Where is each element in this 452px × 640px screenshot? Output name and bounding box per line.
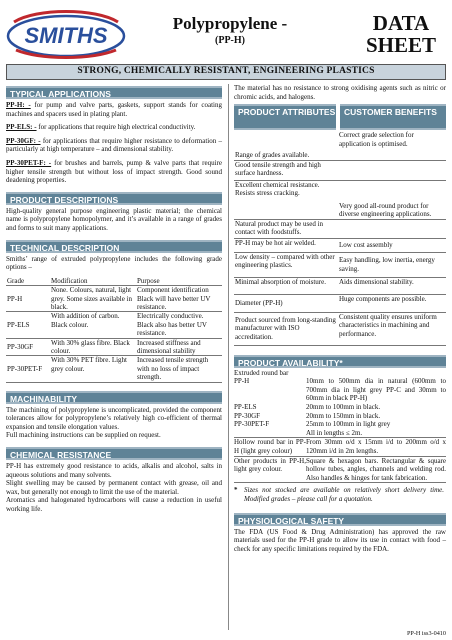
attributes-table: [234, 131, 446, 346]
table-row: [6, 356, 222, 382]
banner-text: STRONG, CHEMICALLY RESISTANT, ENGINEERING PLASTICS: [77, 66, 375, 77]
chemical-resistance-text: Aromatics and halogenated hydrocarbons will cause a reduction in useful working life.: [6, 496, 222, 513]
availability-range: All in lengths ≤ 2m.: [306, 428, 363, 437]
oxidising-note: The material has no resistance to strong oxidising agents such as nitric or chromic acids, and halogens.: [234, 84, 446, 101]
chemical-resistance-text: Slight swelling may be caused by permanent contact with grease, oil and wax, but generally not enough to limit the use of the material.: [6, 479, 222, 496]
table-row: [234, 219, 446, 238]
availability-grade: [234, 429, 306, 438]
machinability-note: Full machining instructions can be supplied on request.: [6, 431, 161, 440]
benefit-cell: Very good all-round product for diverse engineering applications.: [338, 180, 446, 219]
attribute-cell: Excellent chemical resistance. Resists stress cracking.: [234, 180, 338, 219]
grade-cell: PP-ELS: [6, 312, 50, 338]
hollow-bar-text: From 30mm o/d x 15mm i/d to 200mm o/d x 120mm i/d in 2m lengths.: [306, 438, 446, 456]
product-descriptions-text: High-quality general purpose engineering plastic material; the chemical name is polypropylene homopolymer, and it’s available in a range of grades and forms to suit many applications.: [6, 206, 222, 232]
table-row: [234, 131, 446, 160]
data-sheet-label: [356, 12, 446, 56]
footnote-star: *: [234, 486, 238, 495]
col-grade: Grade: [6, 277, 50, 286]
table-row: [6, 312, 222, 338]
left-column: [6, 86, 222, 514]
availability-footnote: [234, 486, 446, 503]
table-row: [234, 180, 446, 219]
footnote-text: Sizes not stocked are available on relatively short delivery time. Modified grades – please call for a quotation.: [244, 486, 444, 503]
benefit-cell: [338, 219, 446, 238]
benefit-cell: Aids dimensional stability.: [338, 277, 446, 294]
footer-code: PP-H iss3-0410: [406, 630, 446, 637]
customer-benefits-heading: CUSTOMER BENEFITS: [340, 104, 446, 130]
availability-range: 20mm to 100mm in black.: [306, 403, 381, 412]
attribute-cell: Minimal absorption of moisture.: [234, 277, 338, 294]
title-sub: (PP-H): [215, 35, 245, 46]
extruded-heading: Extruded round bar: [234, 368, 289, 377]
technical-description-heading: TECHNICAL DESCRIPTION: [6, 240, 222, 253]
modification-cell: With 30% glass fibre. Black colour.: [50, 338, 136, 356]
grade-cell: PP-H: [6, 286, 50, 312]
availability-row: [234, 377, 446, 403]
application-item: PP-H: - for pump and valve parts, gaskets, support stands for coating machines and spacers used in plating plant.: [6, 101, 222, 118]
data-sheet-line2: SHEET: [365, 33, 437, 57]
title-main: Polypropylene -: [172, 14, 288, 33]
other-products-text: Square & hexagon bars. Rectangular & square hollow tubes, angles, channels and welding rod. Also handles & hinges for tank fabrication.: [306, 456, 446, 482]
grade-table: [6, 277, 222, 383]
availability-grade: PP-30PET-F: [234, 420, 270, 429]
grade-table-header: [6, 277, 222, 286]
physiological-safety-heading: PHYSIOLOGICAL SAFETY: [234, 513, 446, 526]
benefit-cell: Easy handling, low inertia, energy saving.: [338, 252, 446, 277]
availability-grade: PP-30GF: [234, 411, 261, 420]
purpose-cell: Component identification Black will have better UV resistance.: [136, 286, 222, 312]
availability-row: [234, 420, 446, 429]
grade-cell: PP-30PET-F: [6, 356, 50, 382]
attribute-cell: Low density – compared with other engineering plastics.: [234, 252, 338, 277]
application-item: PP-30GF: - for applications that require higher resistance to deformation – particularly at high temperature – and dimensional stability.: [6, 136, 222, 154]
attribute-cell: Product sourced from long-standing manufacturer with ISO accreditation.: [234, 312, 338, 345]
modification-cell: None. Colours, natural, light grey. Some sizes available in black.: [50, 286, 136, 312]
benefit-cell: Low cost assembly: [338, 238, 446, 252]
product-attributes-heading: PRODUCT ATTRIBUTES: [234, 104, 336, 130]
availability-row: [234, 403, 446, 412]
right-column: [234, 84, 446, 553]
typical-applications-heading: TYPICAL APPLICATIONS: [6, 86, 222, 99]
logo-text: SMITHS: [24, 23, 108, 48]
other-products-label: Other products in PP-H, light grey colour.: [234, 456, 306, 474]
machinability-heading: MACHINABILITY: [6, 391, 222, 404]
physiological-safety-text: The FDA (US Food & Drug Administration) has approved the raw materials used for the PP-H grade to allow its use in contact with food – check for any specific limitations required by the FDA.: [234, 527, 446, 553]
product-descriptions-heading: PRODUCT DESCRIPTIONS: [6, 192, 222, 205]
product-availability-heading: PRODUCT AVAILABILITY*: [234, 355, 446, 368]
modification-cell: With 30% PET fibre. Light grey colour.: [50, 356, 136, 382]
attribute-cell: Good tensile strength and high surface hardness.: [234, 160, 338, 180]
table-row: [234, 238, 446, 252]
col-modification: Modification: [50, 277, 136, 286]
benefit-cell: Correct grade selection for application is optimised.: [338, 131, 446, 160]
table-row: [234, 294, 446, 312]
table-row: [234, 277, 446, 294]
availability-grade: PP-ELS: [234, 403, 257, 412]
benefit-cell: Consistent quality ensures uniform characteristics in machining and performance.: [338, 312, 446, 345]
availability-range: 25mm to 100mm in light grey: [306, 420, 391, 429]
attribute-cell: Natural product may be used in contact with foodstuffs.: [234, 219, 338, 238]
table-row: [234, 312, 446, 345]
col-purpose: Purpose: [136, 277, 222, 286]
attribute-cell: PP-H may be hot air welded.: [234, 238, 338, 252]
availability-row: [234, 412, 446, 421]
technical-description-text: Smiths’ range of extruded polypropylene includes the following grade options –: [6, 254, 222, 272]
hollow-bar-label: Hollow round bar in PP-H (light grey colour): [234, 438, 306, 456]
availability-row: [234, 429, 446, 439]
table-row: [234, 252, 446, 277]
purpose-cell: Increased tensile strength with no loss of impact strength.: [136, 356, 222, 382]
chemical-resistance-heading: CHEMICAL RESISTANCE: [6, 447, 222, 460]
other-products-row: [234, 457, 446, 484]
machinability-text: The machining of polypropylene is uncomplicated, provided the component tolerances allow for polypropylene’s relatively high co-efficient of thermal expansion and tensile elongation values.: [6, 405, 222, 431]
availability-range: 10mm to 500mm dia in natural (600mm to 700mm dia in light grey PP-C and 30mm to 60mm in black PP-H): [306, 377, 446, 403]
attribute-cell: Diameter (PP-H): [234, 294, 338, 312]
grade-cell: PP-30GF: [6, 338, 50, 356]
hollow-bar-row: [234, 438, 446, 456]
application-item: PP-30PET-F: - for brushes and barrels, pump & valve parts that require higher tensile strength but without loss of impact strength. Good sound deadening properties.: [6, 158, 222, 185]
product-title: [140, 14, 320, 47]
headline-banner: [6, 64, 446, 80]
application-item: PP-ELS: - for applications that require high electrical conductivity.: [6, 123, 196, 132]
purpose-cell: Electrically conductive. Black also has better UV resistance.: [136, 312, 222, 338]
benefit-cell: [338, 160, 446, 180]
attributes-headings: [234, 104, 446, 130]
table-row: [6, 286, 222, 312]
column-divider: [228, 84, 229, 630]
purpose-cell: Increased stiffness and dimensional stability: [136, 338, 222, 356]
availability-range: 20mm to 150mm in black.: [306, 411, 381, 420]
smiths-logo: [6, 6, 126, 60]
data-sheet-line1: DATA: [372, 11, 430, 35]
benefit-cell: Huge components are possible.: [338, 294, 446, 312]
chemical-resistance-text: PP-H has extremely good resistance to acids, alkalis and alcohol, salts in aqueous solutions and many solvents.: [6, 461, 222, 479]
table-row: [6, 338, 222, 356]
table-row: [234, 160, 446, 180]
modification-cell: With addition of carbon. Black colour.: [50, 312, 136, 338]
availability-grade: PP-H: [234, 377, 250, 386]
attribute-cell: Range of grades available.: [234, 131, 338, 160]
